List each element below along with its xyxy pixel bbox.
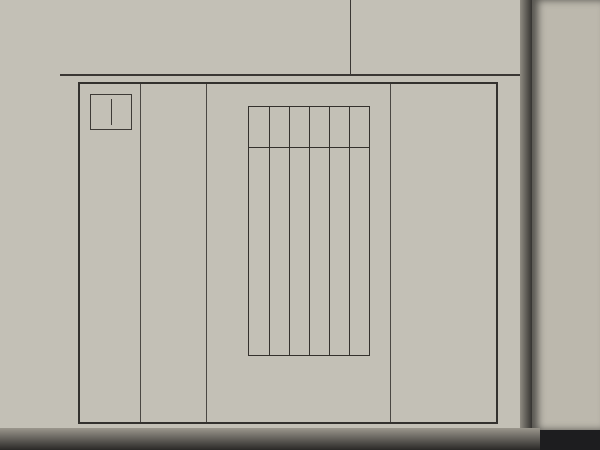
advertisement-strip [60,0,520,76]
price-row-value [270,153,288,343]
page-bottom-shadow [0,428,540,450]
price-table-title [350,111,368,341]
price-table [248,106,370,356]
stamp-box [90,94,132,130]
price-row-label [290,111,308,141]
price-row-label [270,111,288,141]
ad-divider [350,0,351,74]
right-page [532,0,600,430]
stamp-divider [111,99,112,125]
price-table-subtitle [330,111,348,341]
price-row-value [290,153,308,343]
price-row-label [310,111,328,141]
colophon-rule [140,84,141,422]
colophon-rule [206,84,207,422]
price-row-label [250,111,268,141]
price-row-value [250,153,268,343]
colophon-rule [390,84,391,422]
price-row-value [310,153,328,343]
colophon-frame [78,82,498,424]
